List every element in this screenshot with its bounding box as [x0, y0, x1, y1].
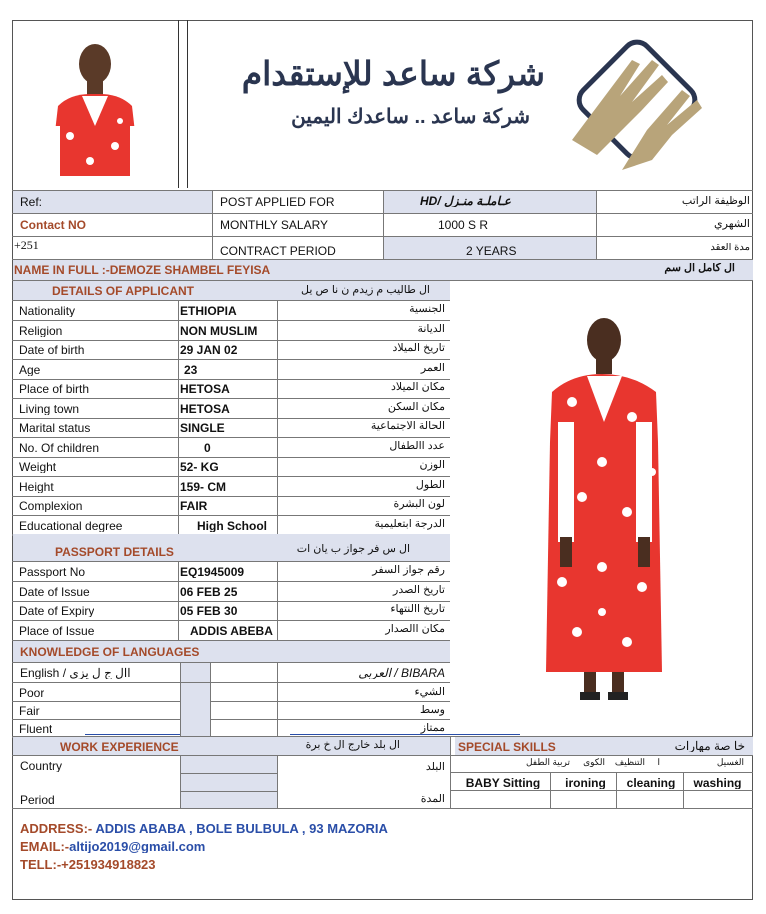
- skill-label-ar: الغسيل: [716, 758, 744, 767]
- detail-value: FAIR: [180, 500, 208, 512]
- email-link[interactable]: altijo2019@gmail.com: [69, 840, 206, 853]
- post-value: HD/ عـاملـة منـزل: [420, 195, 511, 207]
- passport-label-ar: رقم جواز السفر: [372, 565, 445, 576]
- english-label: English / اال ج ل يزي: [20, 667, 131, 679]
- passport-value: 06 FEB 25: [180, 585, 238, 598]
- detail-value: 52- KG: [180, 461, 219, 473]
- detail-label: Nationality: [19, 305, 76, 317]
- passport-label: Passport No: [19, 566, 86, 578]
- language-level-label-ar: ممتاز: [420, 723, 445, 734]
- detail-label: Complexion: [19, 500, 83, 512]
- detail-label-ar: الطول: [415, 479, 445, 491]
- languages-title: KNOWLEDGE OF LANGUAGES: [20, 646, 200, 658]
- passport-value: EQ1945009: [180, 566, 245, 578]
- skill-label-ar: ا: [657, 758, 660, 767]
- detail-label-ar: لون البشرة: [393, 499, 445, 510]
- header-divider-2: [187, 20, 188, 188]
- work-title-ar: ال بلد خارج ال خ برة: [305, 740, 400, 751]
- language-level-label: Fluent: [19, 723, 53, 735]
- language-level-label: Poor: [19, 687, 45, 699]
- detail-value: High School: [197, 519, 267, 532]
- salary-label: MONTHLY SALARY: [220, 219, 329, 231]
- contract-value: 2 YEARS: [466, 245, 517, 257]
- skills-title-ar: خا صة مهارات: [674, 740, 745, 752]
- passport-label-ar: تاريخ االنتهاء: [390, 604, 445, 615]
- detail-label-ar: الجنسية: [409, 304, 445, 315]
- passport-label: Place of Issue: [19, 624, 95, 637]
- language-level-label-ar: الشيء: [414, 687, 445, 698]
- passport-label: Date of Expiry: [19, 605, 95, 617]
- detail-label-ar: عدد االطفال: [389, 440, 445, 452]
- detail-label: Educational degree: [19, 519, 123, 532]
- skill-label-ar: التنظيف: [614, 758, 645, 767]
- passport-value: ADDIS ABEBA: [190, 624, 273, 637]
- detail-label: Height: [19, 480, 54, 493]
- tel-label: TELL:: [20, 858, 57, 871]
- full-name: NAME IN FULL :-DEMOZE SHAMBEL FEYISA: [14, 264, 271, 276]
- detail-label-ar: الدرجة ابتعليمية: [374, 518, 445, 530]
- skill-item: washing: [693, 777, 742, 789]
- tel-link[interactable]: -+251934918823: [56, 858, 156, 871]
- passport-title: PASSPORT DETAILS: [55, 546, 174, 558]
- passport-label: Date of Issue: [19, 585, 90, 598]
- skills-title: SPECIAL SKILLS: [458, 741, 556, 753]
- detail-label-ar: الحالة الاجتماعية: [370, 421, 445, 432]
- company-logo: [562, 30, 712, 180]
- detail-value: ETHIOPIA: [180, 305, 237, 317]
- contact-label: Contact NO: [20, 219, 86, 231]
- skill-label-ar: تربية الطفل: [525, 758, 570, 767]
- detail-label: No. Of children: [19, 441, 100, 454]
- ref-label: Ref:: [20, 196, 43, 208]
- company-name: شركة ساعد للإستقدام: [241, 55, 545, 92]
- detail-value: HETOSA: [180, 402, 230, 415]
- post-label-ar: الوظيفة الراتب: [681, 196, 750, 207]
- passport-title-ar: ال س فر جواز ب يان ات: [296, 544, 410, 555]
- skill-item: cleaning: [626, 777, 676, 789]
- detail-value: SINGLE: [180, 422, 225, 434]
- details-title: DETAILS OF APPLICANT: [52, 285, 194, 297]
- email-label: EMAIL:-: [20, 840, 70, 853]
- passport-label-ar: مكان االصدار: [385, 623, 445, 635]
- detail-label-ar: الوزن: [419, 460, 445, 471]
- detail-label: Religion: [19, 324, 63, 337]
- country-label: Country: [20, 760, 63, 772]
- salary-value: 1000 S R: [438, 219, 489, 231]
- detail-label: Place of birth: [19, 383, 90, 395]
- detail-value: NON MUSLIM: [180, 324, 258, 337]
- contract-label-ar: مدة العقد: [710, 243, 750, 253]
- address-link[interactable]: ADDIS ABABA , BOLE BULBULA , 93 MAZORIA: [95, 822, 388, 835]
- period-label-ar: المدة: [420, 794, 445, 805]
- header-divider-1: [178, 20, 179, 188]
- phone-code: +251: [14, 239, 39, 251]
- detail-label: Age: [19, 363, 41, 376]
- arabic-label: BIBARA / العربي: [358, 667, 445, 679]
- skill-label-ar: الكوى: [583, 758, 605, 767]
- passport-value: 05 FEB 30: [180, 605, 238, 617]
- contract-label: CONTRACT PERIOD: [220, 245, 336, 257]
- detail-label: Marital status: [19, 422, 91, 434]
- language-level-label-ar: وسط: [420, 705, 445, 716]
- details-title-ar: ال طاليب م زيدم ن نا ص يل: [301, 285, 430, 296]
- period-label: Period: [20, 794, 55, 806]
- detail-label: Weight: [19, 461, 57, 473]
- detail-value: 0: [204, 441, 211, 454]
- detail-value: HETOSA: [180, 383, 230, 395]
- work-title: WORK EXPERIENCE: [60, 741, 179, 753]
- detail-value: 29 JAN 02: [180, 344, 238, 356]
- skill-item: BABY Sitting: [465, 777, 541, 789]
- applicant-photo-small: [30, 26, 160, 176]
- detail-label-ar: العمر: [420, 362, 445, 374]
- company-slogan: شركة ساعد .. ساعدك اليمين: [291, 106, 530, 128]
- address-label: ADDRESS:-: [20, 822, 93, 835]
- detail-value: 23: [184, 363, 198, 376]
- post-label: POST APPLIED FOR: [220, 196, 335, 208]
- salary-label-ar: الشهري: [714, 219, 750, 230]
- detail-label-ar: الديانة: [417, 323, 445, 335]
- detail-label: Date of birth: [19, 344, 85, 356]
- language-level-label: Fair: [19, 705, 40, 717]
- detail-label-ar: تاريخ الميلاد: [392, 343, 445, 354]
- detail-value: 159- CM: [180, 480, 227, 493]
- applicant-photo-full: [452, 282, 752, 734]
- skill-item: ironing: [565, 777, 606, 789]
- detail-label-ar: مكان الميلاد: [390, 382, 445, 393]
- country-label-ar: البلد: [425, 762, 445, 773]
- detail-label-ar: مكان السكن: [387, 401, 445, 413]
- full-name-label-ar: ال كامل ال سم: [664, 263, 735, 274]
- passport-label-ar: تاريخ الصدر: [393, 584, 445, 596]
- detail-label: Living town: [19, 402, 80, 415]
